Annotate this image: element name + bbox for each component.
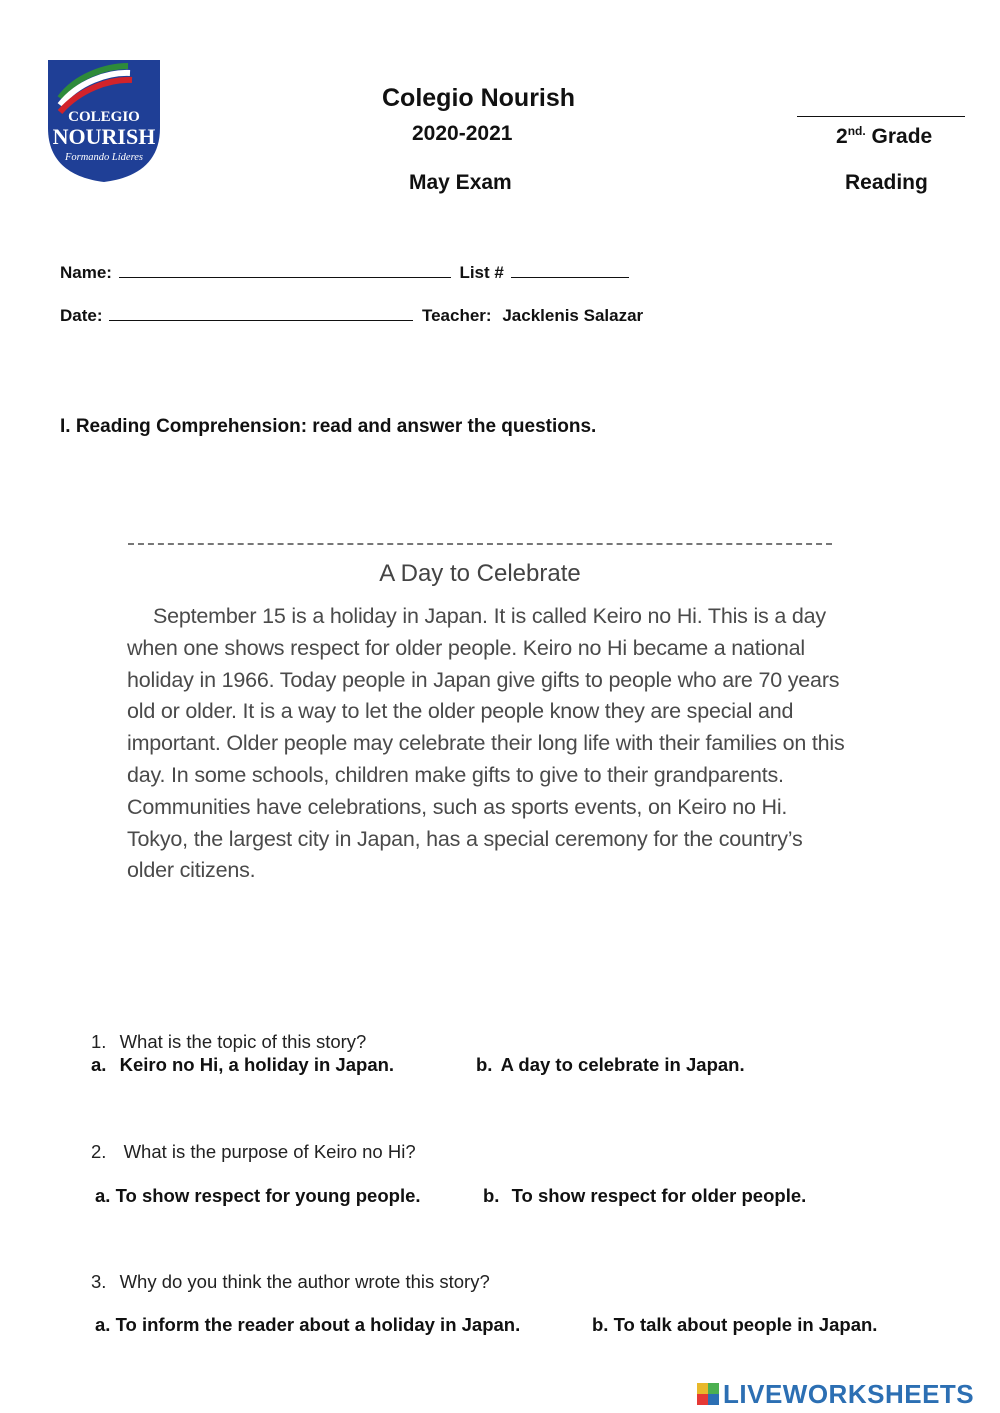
option-text: A day to celebrate in Japan. xyxy=(500,1054,745,1075)
option-letter: b. xyxy=(483,1185,500,1206)
question-3 xyxy=(91,1271,490,1293)
question-number: 3. xyxy=(91,1271,107,1292)
name-row xyxy=(60,263,629,283)
liveworksheets-brand[interactable] xyxy=(697,1377,974,1411)
grade-number: 2 xyxy=(836,125,848,148)
question-2 xyxy=(91,1141,416,1163)
grade-suffix: nd. xyxy=(847,124,866,138)
option-text: To talk about people in Japan. xyxy=(613,1314,878,1335)
name-label: Name: xyxy=(60,263,112,282)
section-instruction: I. Reading Comprehension: read and answer the questions. xyxy=(60,416,597,437)
question-number: 1. xyxy=(91,1031,107,1052)
list-label: List # xyxy=(459,263,504,282)
answer-option[interactable] xyxy=(91,1054,394,1076)
brand-text: LIVEWORKSHEETS xyxy=(723,1378,975,1409)
option-text: To inform the reader about a holiday in Japan. xyxy=(115,1314,521,1335)
question-text: What is the purpose of Keiro no Hi? xyxy=(123,1141,416,1162)
date-field[interactable] xyxy=(109,320,413,321)
date-label: Date: xyxy=(60,306,103,325)
question-text: Why do you think the author wrote this story? xyxy=(119,1271,490,1292)
answer-option[interactable] xyxy=(483,1185,806,1207)
shield-icon xyxy=(46,58,162,184)
teacher-name: Jacklenis Salazar xyxy=(502,306,644,325)
grade-word: Grade xyxy=(871,125,933,148)
option-text: Keiro no Hi, a holiday in Japan. xyxy=(119,1054,395,1075)
question-number: 2. xyxy=(91,1141,107,1162)
logo-line1: COLEGIO xyxy=(68,109,140,125)
subject-title: Reading xyxy=(845,171,928,194)
passage-divider xyxy=(128,543,832,545)
answer-option[interactable] xyxy=(592,1314,877,1336)
question-1 xyxy=(91,1031,366,1053)
passage-title: A Day to Celebrate xyxy=(379,560,581,587)
question-text: What is the topic of this story? xyxy=(119,1031,367,1052)
grade-label xyxy=(836,124,932,149)
option-letter: b. xyxy=(592,1314,609,1335)
option-letter: a. xyxy=(95,1314,111,1335)
option-letter: b. xyxy=(476,1054,493,1075)
answer-option[interactable] xyxy=(95,1314,520,1336)
option-letter: a. xyxy=(95,1185,111,1206)
logo-tagline: Formando Líderes xyxy=(64,152,144,163)
list-number-field[interactable] xyxy=(511,277,629,278)
grade-underline xyxy=(797,116,965,117)
option-letter: a. xyxy=(91,1054,107,1075)
answer-option[interactable] xyxy=(476,1054,745,1076)
answer-option[interactable] xyxy=(95,1185,421,1207)
name-field[interactable] xyxy=(119,277,451,278)
school-logo xyxy=(46,58,162,184)
school-year: 2020-2021 xyxy=(412,122,513,145)
option-text: To show respect for young people. xyxy=(115,1185,421,1206)
passage-text: September 15 is a holiday in Japan. It is called Keiro no Hi. This is a day when one shows respect for older people. Keiro no Hi became a national holiday in 1966. Today people in Japan give gifts to people who are 70 years old or older. It is a way to let the older people know they are special and important. Older people may celebrate their long life with their families on this day. In some schools, children make gifts to give to their grandparents. Communities have celebrations, such as sports events, on Keiro no Hi. Tokyo, the largest city in Japan, has a special ceremony for the country’s older citizens. xyxy=(127,604,845,883)
school-name: Colegio Nourish xyxy=(382,84,576,112)
liveworksheets-logo-icon xyxy=(697,1383,719,1405)
exam-title: May Exam xyxy=(409,171,512,194)
teacher-label: Teacher: xyxy=(421,306,492,325)
logo-line2: NOURISH xyxy=(52,124,156,149)
date-row xyxy=(60,306,643,326)
option-text: To show respect for older people. xyxy=(511,1185,807,1206)
